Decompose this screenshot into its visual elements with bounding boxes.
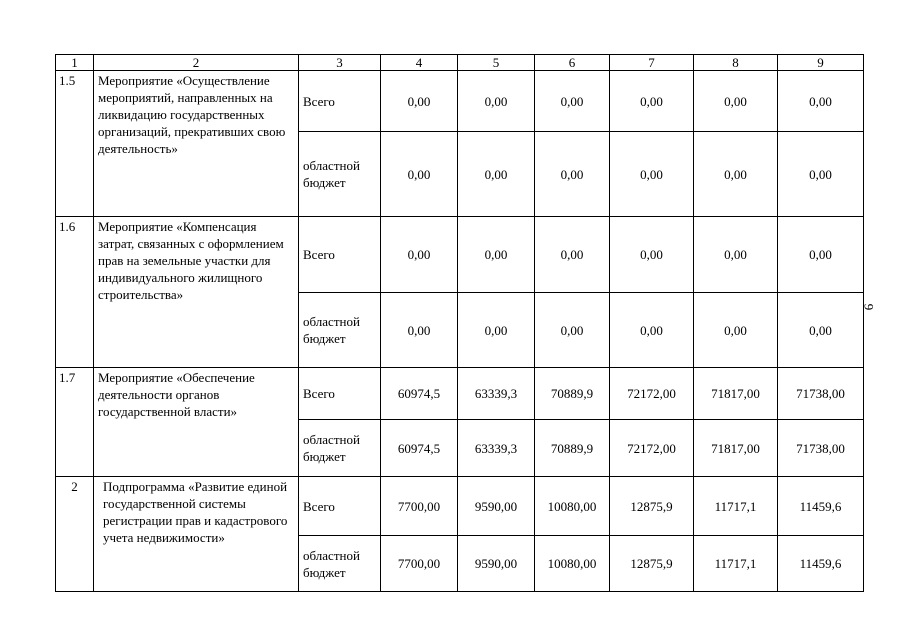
value-cell: 0,00 xyxy=(610,132,694,217)
value-cell: 0,00 xyxy=(694,217,778,293)
value-cell: 0,00 xyxy=(535,217,610,293)
value-cell: 72172,00 xyxy=(610,420,694,477)
value-cell: 11459,6 xyxy=(778,536,864,592)
header-cell-4: 4 xyxy=(381,55,458,71)
value-cell: 0,00 xyxy=(610,71,694,132)
value-cell: 9590,00 xyxy=(458,536,535,592)
value-cell: 0,00 xyxy=(778,132,864,217)
value-cell: 0,00 xyxy=(535,132,610,217)
funding-source: Всего xyxy=(299,217,381,293)
item-name: Мероприятие «Компенсация затрат, связанных с оформлением прав на земельные участки для индивидуального жилищного строительства» xyxy=(94,217,299,368)
funding-source: Всего xyxy=(299,477,381,536)
value-cell: 0,00 xyxy=(535,71,610,132)
item-number: 2 xyxy=(56,477,94,592)
value-cell: 0,00 xyxy=(458,293,535,368)
value-cell: 12875,9 xyxy=(610,477,694,536)
value-cell: 7700,00 xyxy=(381,477,458,536)
header-cell-2: 2 xyxy=(94,55,299,71)
header-cell-1: 1 xyxy=(56,55,94,71)
value-cell: 0,00 xyxy=(778,293,864,368)
value-cell: 0,00 xyxy=(458,132,535,217)
item-name: Мероприятие «Осуществление мероприятий, направленных на ликвидацию государственных организаций, прекративших свою деятельность» xyxy=(94,71,299,217)
value-cell: 0,00 xyxy=(381,71,458,132)
value-cell: 0,00 xyxy=(381,293,458,368)
value-cell: 0,00 xyxy=(458,217,535,293)
header-cell-5: 5 xyxy=(458,55,535,71)
value-cell: 11717,1 xyxy=(694,477,778,536)
header-cell-6: 6 xyxy=(535,55,610,71)
header-cell-3: 3 xyxy=(299,55,381,71)
value-cell: 0,00 xyxy=(381,132,458,217)
value-cell: 63339,3 xyxy=(458,420,535,477)
value-cell: 70889,9 xyxy=(535,368,610,420)
funding-source: Всего xyxy=(299,368,381,420)
header-cell-7: 7 xyxy=(610,55,694,71)
item-number: 1.5 xyxy=(56,71,94,217)
page-number: 9 xyxy=(861,303,877,311)
value-cell: 71738,00 xyxy=(778,420,864,477)
funding-source: областной бюджет xyxy=(299,293,381,368)
value-cell: 71738,00 xyxy=(778,368,864,420)
funding-source: областной бюджет xyxy=(299,536,381,592)
value-cell: 11717,1 xyxy=(694,536,778,592)
value-cell: 7700,00 xyxy=(381,536,458,592)
value-cell: 63339,3 xyxy=(458,368,535,420)
value-cell: 60974,5 xyxy=(381,368,458,420)
value-cell: 0,00 xyxy=(694,132,778,217)
item-number: 1.6 xyxy=(56,217,94,368)
item-name: Подпрограмма «Развитие единой государственной системы регистрации прав и кадастрового учета недвижимости» xyxy=(94,477,299,592)
value-cell: 0,00 xyxy=(381,217,458,293)
value-cell: 70889,9 xyxy=(535,420,610,477)
table-row xyxy=(56,71,864,132)
value-cell: 0,00 xyxy=(778,71,864,132)
value-cell: 9590,00 xyxy=(458,477,535,536)
value-cell: 71817,00 xyxy=(694,420,778,477)
value-cell: 71817,00 xyxy=(694,368,778,420)
funding-source: Всего xyxy=(299,71,381,132)
funding-source: областной бюджет xyxy=(299,132,381,217)
value-cell: 0,00 xyxy=(610,217,694,293)
value-cell: 0,00 xyxy=(458,71,535,132)
budget-table xyxy=(55,54,864,592)
value-cell: 11459,6 xyxy=(778,477,864,536)
item-name: Мероприятие «Обеспечение деятельности органов государственной власти» xyxy=(94,368,299,477)
funding-source: областной бюджет xyxy=(299,420,381,477)
table-row xyxy=(56,477,864,536)
header-row xyxy=(56,55,864,71)
value-cell: 60974,5 xyxy=(381,420,458,477)
item-number: 1.7 xyxy=(56,368,94,477)
value-cell: 0,00 xyxy=(610,293,694,368)
value-cell: 10080,00 xyxy=(535,477,610,536)
value-cell: 0,00 xyxy=(694,293,778,368)
header-cell-8: 8 xyxy=(694,55,778,71)
value-cell: 0,00 xyxy=(778,217,864,293)
value-cell: 12875,9 xyxy=(610,536,694,592)
table-row xyxy=(56,368,864,420)
value-cell: 0,00 xyxy=(535,293,610,368)
value-cell: 10080,00 xyxy=(535,536,610,592)
table-row xyxy=(56,217,864,293)
header-cell-9: 9 xyxy=(778,55,864,71)
value-cell: 0,00 xyxy=(694,71,778,132)
value-cell: 72172,00 xyxy=(610,368,694,420)
